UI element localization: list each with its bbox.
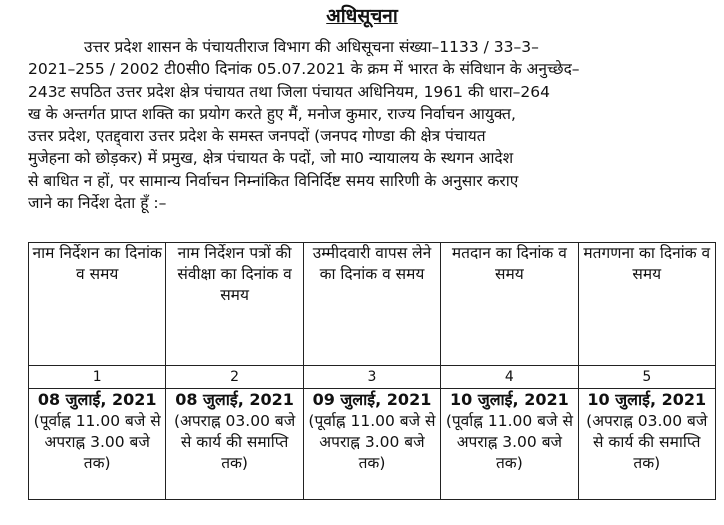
- column-number: 4: [441, 366, 578, 389]
- cell-time: (पूर्वाह्न 11.00 बजे से अपराह्न 3.00 बजे तक): [308, 412, 436, 472]
- table-cell: [441, 389, 578, 500]
- cell-time: (अपराह्न 03.00 बजे से कार्य की समाप्ति तक): [173, 412, 296, 472]
- cell-time: (पूर्वाह्न 11.00 बजे से अपराह्न 3.00 बजे तक): [445, 412, 573, 472]
- paragraph-line: मुजेहना को छोड़कर) में प्रमुख, क्षेत्र पंचायत के पदों, जो मा0 न्यायालय के स्थगन आदेश: [28, 149, 514, 168]
- column-number: 3: [303, 366, 440, 389]
- paragraph-line: उत्तर प्रदेश शासन के पंचायतीराज विभाग की अधिसूचना संख्या–1133 / 33–3–: [84, 38, 539, 56]
- schedule-table: [28, 242, 716, 500]
- paragraph-line: ख के अन्तर्गत प्राप्त शक्ति का प्रयोग करते हुए मैं, मनोज कुमार, राज्य निर्वाचन आयुक्त,: [28, 104, 516, 123]
- header-nomination: नाम निर्देशन का दिनांक व समय: [29, 243, 166, 366]
- table-row: [29, 389, 716, 500]
- cell-date: 09 जुलाई, 2021: [312, 390, 432, 409]
- header-counting: मतगणना का दिनांक व समय: [578, 243, 715, 366]
- paragraph-line: 243ट सपठित उत्तर प्रदेश क्षेत्र पंचायत तथा जिला पंचायत अधिनियम, 1961 की धारा–264: [28, 82, 551, 101]
- cell-date: 08 जुलाई, 2021: [37, 390, 157, 409]
- cell-time: (अपराह्न 03.00 बजे से कार्य की समाप्ति तक): [586, 412, 708, 472]
- table-header-row: [29, 243, 716, 366]
- paragraph-line: से बाधित न हों, पर सामान्य निर्वाचन निम्नांकित विनिर्दिष्ट समय सारिणी के अनुसार कराए: [28, 171, 519, 190]
- page-title: अधिसूचना: [326, 5, 398, 27]
- header-scrutiny: नाम निर्देशन पत्रों की संवीक्षा का दिनांक व समय: [166, 243, 303, 366]
- notification-paragraph: [28, 36, 718, 214]
- table-cell: [166, 389, 303, 500]
- header-polling: मतदान का दिनांक व समय: [441, 243, 578, 366]
- table-number-row: [29, 366, 716, 389]
- paragraph-line: 2021–255 / 2002 टी0सी0 दिनांक 05.07.2021 के क्रम में भारत के संविधान के अनुच्छेद–: [28, 60, 580, 79]
- paragraph-line: उत्तर प्रदेश, एतद्द्वारा उत्तर प्रदेश के समस्त जनपदों (जनपद गोण्डा की क्षेत्र पंचायत: [28, 127, 486, 146]
- paragraph-line: जाने का निर्देश देता हूँ :–: [28, 194, 167, 213]
- cell-time: (पूर्वाह्न 11.00 बजे से अपराह्न 3.00 बजे तक): [33, 412, 161, 472]
- header-withdrawal: उम्मीदवारी वापस लेने का दिनांक व समय: [303, 243, 440, 366]
- cell-date: 10 जुलाई, 2021: [587, 390, 707, 409]
- column-number: 5: [578, 366, 715, 389]
- cell-date: 10 जुलाई, 2021: [449, 390, 569, 409]
- column-number: 2: [166, 366, 303, 389]
- cell-date: 08 जुलाई, 2021: [175, 390, 294, 409]
- table-cell: [578, 389, 715, 500]
- table-cell: [303, 389, 440, 500]
- table-cell: [29, 389, 166, 500]
- column-number: 1: [29, 366, 166, 389]
